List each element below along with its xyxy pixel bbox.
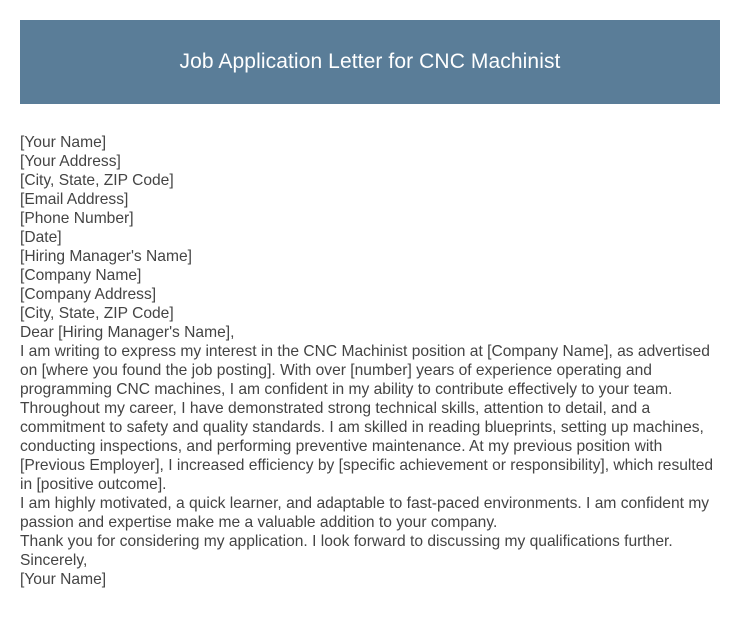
sender-email: [Email Address] (20, 191, 129, 208)
recipient-name: [Hiring Manager's Name] (20, 248, 192, 265)
recipient-address: [Company Address] (20, 286, 157, 303)
sender-address: [Your Address] (20, 153, 121, 170)
signature-name: [Your Name] (20, 571, 107, 588)
recipient-company: [Company Name] (20, 267, 142, 284)
letter-date: [Date] (20, 229, 62, 246)
paragraph-experience: Throughout my career, I have demonstrated strong technical skills, attention to detail, and a commitment to safety and quality standards. I am skilled in reading blueprints, setting up machines, conducting inspections, and performing preventive maintenance. At my previous position with [Previous Employer], I increased efficiency by [specific achievement or responsibility], which resulted in [positive outcome]. (20, 400, 714, 493)
title-banner (20, 20, 720, 104)
sender-phone: [Phone Number] (20, 210, 134, 227)
recipient-city-state-zip: [City, State, ZIP Code] (20, 305, 174, 322)
sender-name: [Your Name] (20, 134, 107, 151)
paragraph-qualities: I am highly motivated, a quick learner, and adaptable to fast-paced environments. I am confident my passion and expertise make me a valuable addition to your company. (20, 495, 710, 531)
page-title: Job Application Letter for CNC Machinist (179, 50, 561, 73)
sign-off: Sincerely, (20, 552, 88, 569)
salutation: Dear [Hiring Manager's Name], (20, 324, 235, 341)
paragraph-closing: Thank you for considering my application. I look forward to discussing my qualifications further. (20, 533, 673, 550)
sender-city-state-zip: [City, State, ZIP Code] (20, 172, 174, 189)
letter-body (20, 133, 725, 589)
paragraph-intro: I am writing to express my interest in the CNC Machinist position at [Company Name], as advertised on [where you found the job posting]. With over [number] years of experience operating and programming CNC machines, I am confident in my ability to contribute effectively to your team. (20, 343, 710, 398)
